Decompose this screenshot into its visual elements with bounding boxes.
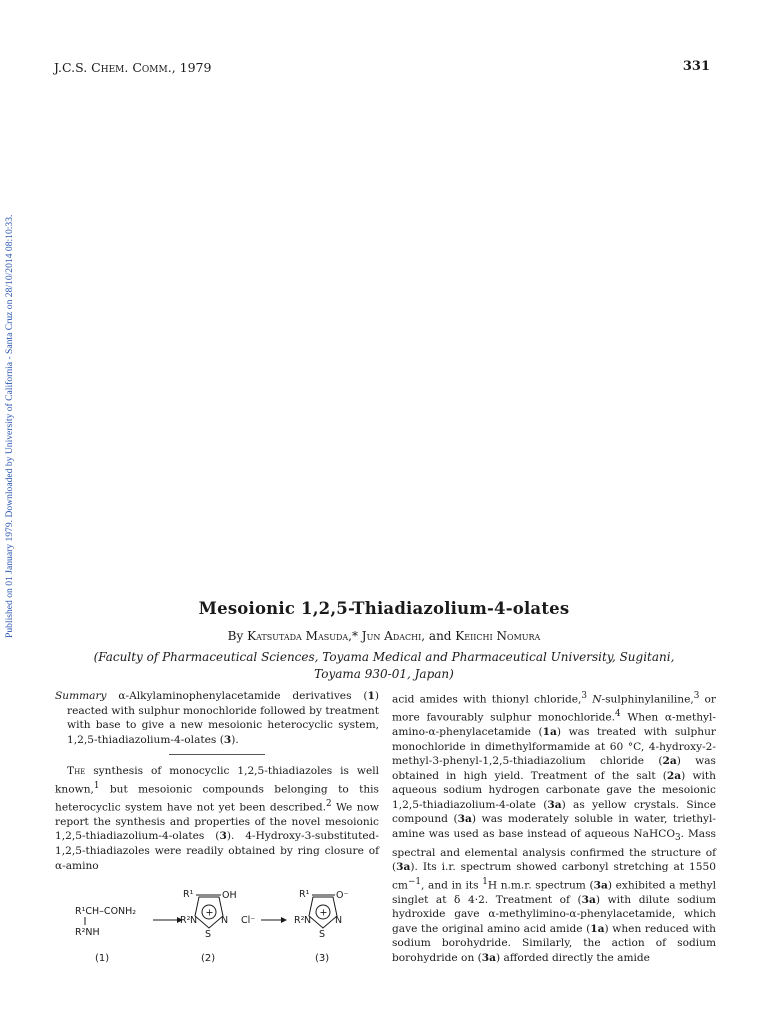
compound-3-s: S bbox=[319, 929, 326, 941]
journal-header: J.C.S. Chem. Comm., 1979 bbox=[54, 60, 212, 75]
compound-label-1: (1) bbox=[95, 953, 110, 965]
body-paragraph-continued: acid amides with thionyl chloride,$^3$ N-sulphinylaniline,$^3$ or more favourably sulphur monochloride.$^4$ When α-methyl-amino-α-phenylacetamide (1a) was treated with sulphur monochloride in dimethylformamide at 60 °C, 4-hydroxy-2-methyl-3-phenyl-1,2,5-thiadiazolium chloride (2a) was obtained in high yield. Treatment of the salt (2a) with aqueous sodium hydrogen carbonate gave the mesoionic 1,2,5-thiadiazolium-4-olate (3a) as yellow crystals. Since compound (3a) was moderately soluble in water, triethyl-amine was used as base instead of aqueous NaHCO$_3$. Mass spectral and elemental analysis confirmed the structure of (3a). Its i.r. spectrum showed carbonyl stretching at 1550 $cm^{-1}$, and in its $^1$H n.m.r. spectrum (3a) exhibited a methyl singlet at δ 4·2. Treatment of (3a) with dilute sodium hydroxide gave α-methylimino-α-phenylacetamide, which gave the original amino acid amide (1a) when reduced with sodium borohydride. Similarly, the action of sodium borohydride on (3a) afforded directly the amide bbox=[392, 691, 717, 964]
reaction-scheme-drawing bbox=[55, 883, 379, 1021]
reaction-arrow-2-head bbox=[281, 917, 287, 923]
left-column bbox=[55, 689, 379, 1021]
download-watermark: Published on 01 January 1979. Downloaded by University of California - Santa Cruz on 28/10/2014 08:10:33. bbox=[4, 214, 15, 638]
compound-1-r2nh: R²NH bbox=[75, 927, 100, 939]
compound-2-r2: R² bbox=[180, 915, 191, 927]
compound-3-n-left: N bbox=[304, 915, 312, 927]
compound-3-r1: R¹ bbox=[299, 889, 310, 901]
section-divider bbox=[169, 754, 265, 755]
compound-3-plus: + bbox=[319, 907, 328, 919]
chloride-ion: Cl⁻ bbox=[241, 915, 256, 927]
right-column bbox=[392, 689, 716, 966]
summary-paragraph: Summary α-Alkylaminophenylacetamide derivatives (1) reacted with sulphur monochloride followed by treatment with base to give a new mesoionic heterocyclic system, 1,2,5-thiadiazolium-4-olates (3). bbox=[55, 690, 379, 746]
compound-2-plus: + bbox=[205, 907, 214, 919]
compound-label-2: (2) bbox=[201, 953, 216, 965]
author-line: By Katsutada Masuda,* Jun Adachi, and Keiichi Nomura bbox=[227, 629, 541, 643]
article-title: Mesoionic 1,2,5-Thiadiazolium-4-olates bbox=[198, 599, 570, 618]
compound-2-n-left: N bbox=[190, 915, 198, 927]
compound-3-n-right: N bbox=[335, 915, 343, 927]
compound-2-s: S bbox=[205, 929, 212, 941]
affiliation-line-1: (Faculty of Pharmaceutical Sciences, Toyama Medical and Pharmaceutical University, Sugitani, bbox=[93, 650, 675, 664]
compound-2-r1: R¹ bbox=[183, 889, 194, 901]
body-paragraph: The synthesis of monocyclic 1,2,5-thiadiazoles is well known,$^1$ but mesoionic compounds belonging to this heterocyclic system have not yet been described.$^2$ We now report the synthesis and properties of the novel mesoionic 1,2,5-thiadiazolium-4-olates (3). 4-Hydroxy-3-substituted-1,2,5-thiadiazoles were readily obtained by ring closure of α-amino bbox=[55, 765, 379, 872]
compound-label-3: (3) bbox=[315, 953, 330, 965]
compound-1-ch-conh2: R¹CH–CONH₂ bbox=[75, 906, 137, 918]
compound-3-o-minus: O⁻ bbox=[336, 890, 349, 902]
compound-2-oh: OH bbox=[222, 890, 237, 902]
affiliation bbox=[0, 649, 768, 683]
compound-2-n-right: N bbox=[221, 915, 229, 927]
reaction-scheme bbox=[55, 883, 379, 1021]
affiliation-line-2: Toyama 930-01, Japan) bbox=[314, 667, 454, 681]
compound-3-r2: R² bbox=[294, 915, 305, 927]
page-number: 331 bbox=[682, 59, 710, 74]
